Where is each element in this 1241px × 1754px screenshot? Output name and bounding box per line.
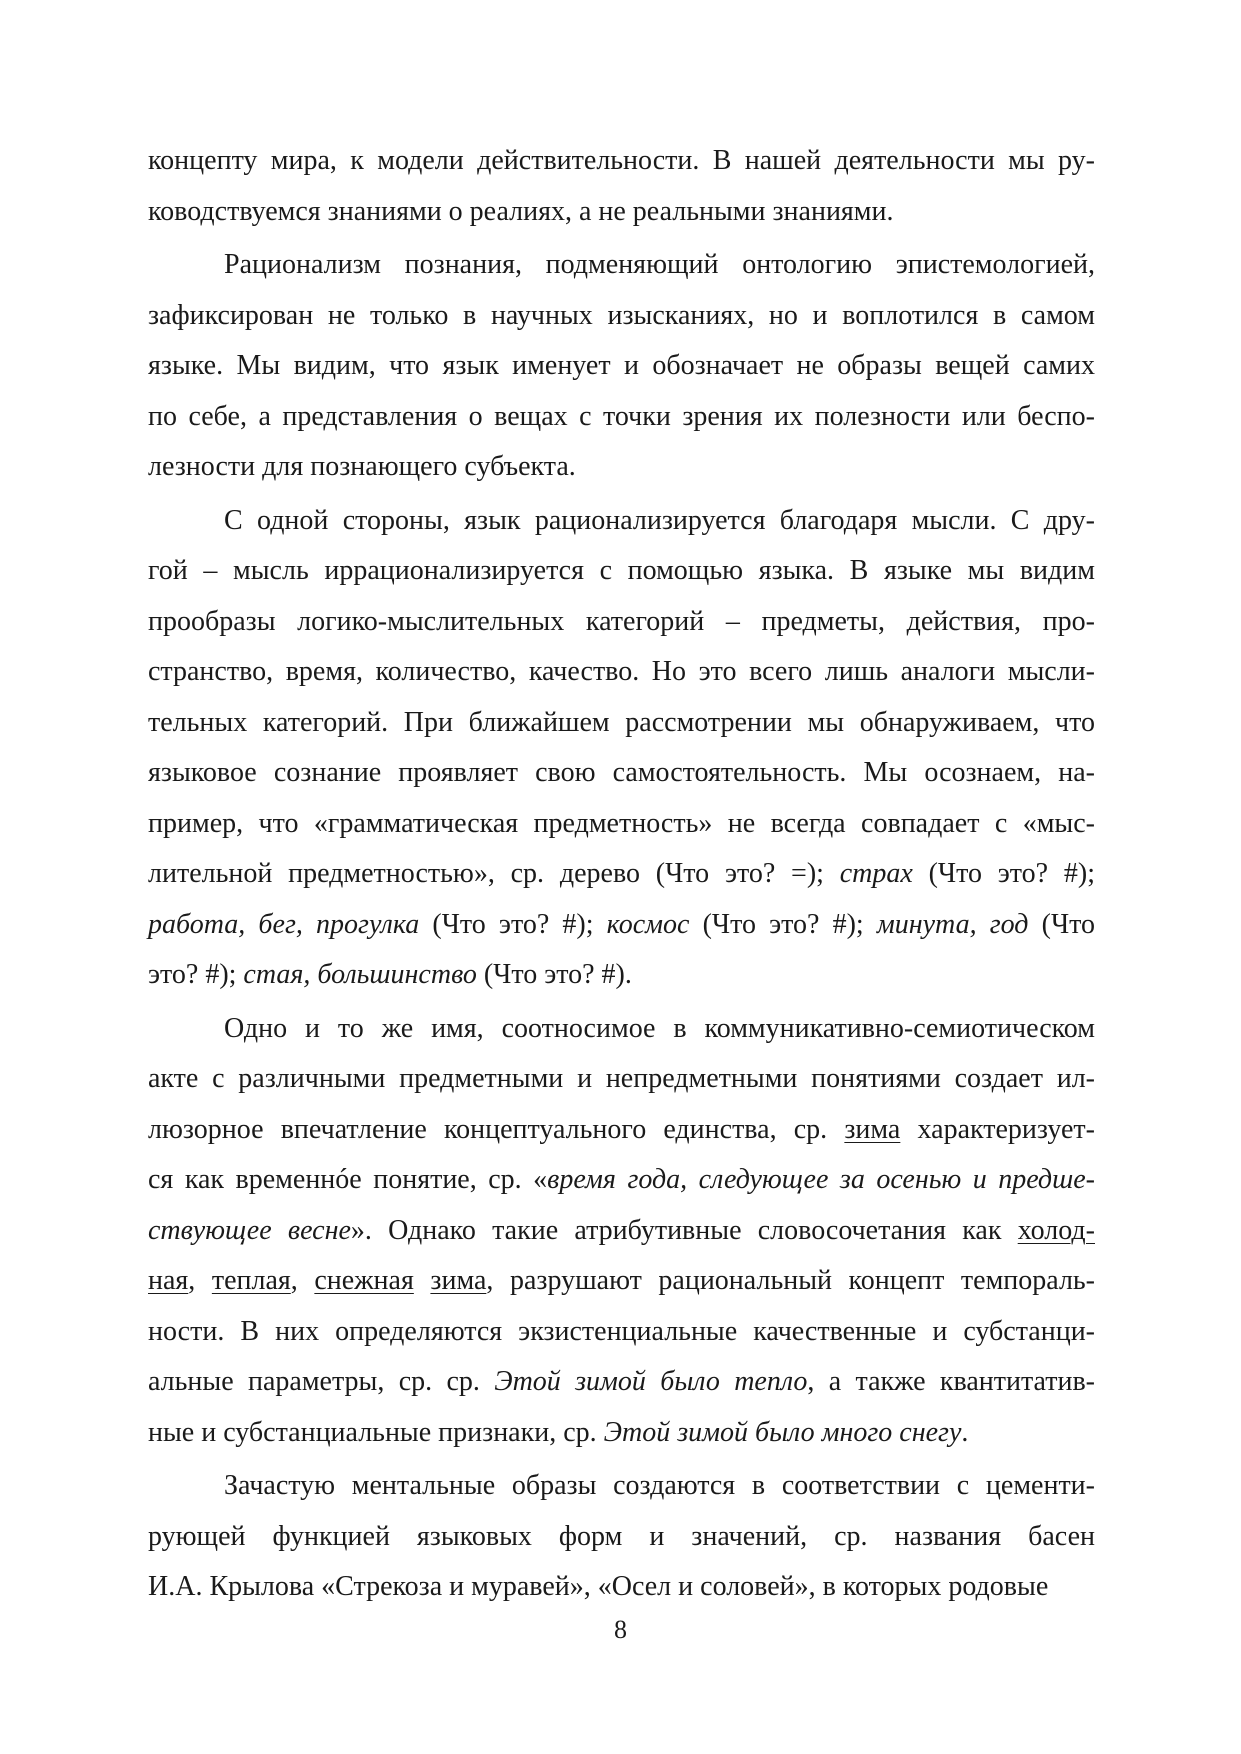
text-segment: Одно и то же имя, соотносимое в коммуникативно-семиотическом xyxy=(224,1012,1095,1044)
text-segment: Зачастую ментальные образы создаются в соответствии с цементи- xyxy=(224,1470,1095,1501)
text-segment: ности. В них определяются экзистенциальные качественные и субстанци- xyxy=(148,1315,1095,1347)
text-segment: (Что это? #); xyxy=(419,908,607,940)
text-line xyxy=(148,136,1095,187)
text-segment: ководствуемся знаниями о реалиях, а не реальными знаниями. xyxy=(148,195,894,227)
text-line xyxy=(148,1512,1095,1563)
text-segment: лезности для познающего субъекта. xyxy=(148,451,576,482)
text-line xyxy=(148,1105,1095,1156)
text-segment: (Что это? #). xyxy=(476,959,632,990)
italic-phrase: время года, следующее за осенью и предше- xyxy=(547,1164,1095,1195)
italic-phrase: Этой зимой было много снегу xyxy=(603,1416,962,1448)
page-number: 8 xyxy=(614,1615,627,1644)
text-line xyxy=(148,1004,1095,1055)
underlined-word: теплая xyxy=(211,1265,291,1296)
text-line xyxy=(148,1562,1095,1613)
text-line xyxy=(148,496,1095,547)
text-segment: С одной стороны, язык рационализируется благодаря мысли. С дру- xyxy=(224,504,1095,536)
text-segment: люзорное впечатление концептуального единства, ср. xyxy=(148,1113,845,1145)
text-segment: . xyxy=(961,1416,969,1448)
text-line xyxy=(148,647,1095,698)
text-segment: языке. Мы видим, что язык именует и обозначает не образы вещей самих xyxy=(148,350,1095,381)
underlined-word: снежная xyxy=(314,1265,414,1296)
text-segment: ». Однако такие атрибутивные словосочетания как xyxy=(350,1214,1018,1246)
text-segment: , xyxy=(188,1265,212,1296)
text-segment: акте с различными предметными и непредметными понятиями создает ил- xyxy=(148,1063,1095,1094)
text-segment: по себе, а представления о вещах с точки зрения их полезности или беспо- xyxy=(148,400,1095,432)
text-line xyxy=(148,187,1095,238)
text-segment: характеризует- xyxy=(900,1113,1095,1145)
text-segment: ные и субстанциальные признаки, ср. xyxy=(148,1416,604,1448)
text-line xyxy=(148,1054,1095,1105)
text-segment: лительной предметностью», ср. дерево (Что это? =); xyxy=(148,858,840,889)
text-line xyxy=(148,1461,1095,1512)
text-line xyxy=(148,341,1095,392)
text-line xyxy=(148,240,1095,291)
text-segment: тельных категорий. При ближайшем рассмотрении мы обнаруживаем, что xyxy=(148,706,1095,738)
italic-phrase: ствующее весне xyxy=(148,1214,351,1246)
italic-phrase: работа, бег, прогулка xyxy=(148,908,420,940)
text-line xyxy=(148,1206,1095,1257)
underlined-word: зима xyxy=(844,1113,901,1145)
text-segment: странство, время, количество, качество. Но это всего лишь аналоги мысли- xyxy=(148,656,1095,687)
text-segment: зафиксирован не только в научных изысканиях, но и воплотился в самом xyxy=(148,299,1095,331)
text-line xyxy=(148,799,1095,850)
text-line xyxy=(148,392,1095,443)
text-segment: Рационализм познания, подменяющий онтологию эпистемологией, xyxy=(224,249,1095,280)
text-line xyxy=(148,546,1095,597)
body-text xyxy=(148,136,1095,1613)
italic-phrase: космос xyxy=(606,908,690,940)
underlined-word: зима xyxy=(430,1265,487,1296)
underlined-word: ная xyxy=(148,1265,189,1296)
text-segment: языковое сознание проявляет свою самостоятельность. Мы осознаем, на- xyxy=(148,757,1095,788)
text-segment: пример, что «грамматическая предметность» не всегда совпадает с «мыс- xyxy=(148,807,1095,839)
italic-phrase: страх xyxy=(839,858,913,889)
italic-phrase: Этой зимой было тепло xyxy=(494,1366,808,1397)
text-segment: гой – мысль иррационализируется с помощью языка. В языке мы видим xyxy=(148,555,1095,586)
text-segment: это? #); xyxy=(148,959,244,990)
text-line xyxy=(148,748,1095,799)
italic-phrase: минута, год xyxy=(876,908,1029,940)
text-line xyxy=(148,442,1095,493)
text-line xyxy=(148,1155,1095,1206)
text-segment: (Что xyxy=(1028,908,1096,940)
text-segment: альные параметры, ср. ср. xyxy=(148,1366,495,1397)
text-line xyxy=(148,900,1095,951)
text-segment xyxy=(414,1265,431,1296)
text-segment: рующей функцией языковых форм и значений, ср. названия басен xyxy=(148,1520,1095,1552)
text-segment: (Что это? #); xyxy=(689,908,877,940)
text-segment: , разрушают рациональный концепт темпораль- xyxy=(486,1265,1096,1296)
text-line xyxy=(148,1256,1095,1307)
text-line xyxy=(148,698,1095,749)
text-segment: концепту мира, к модели действительности. В нашей деятельности мы ру- xyxy=(148,145,1095,176)
text-line xyxy=(148,1307,1095,1358)
text-line xyxy=(148,1357,1095,1408)
text-line xyxy=(148,291,1095,342)
italic-phrase: стая, большинство xyxy=(243,959,477,990)
text-segment: , xyxy=(290,1265,315,1296)
text-segment: (Что это? #); xyxy=(912,858,1095,889)
text-line xyxy=(148,597,1095,648)
text-segment: ся как временнóе понятие, ср. « xyxy=(148,1164,548,1195)
text-segment: прообразы логико-мыслительных категорий – предметы, действия, про- xyxy=(148,605,1095,637)
text-line xyxy=(148,1408,1095,1459)
text-line xyxy=(148,950,1095,1001)
text-segment: , а также квантитатив- xyxy=(807,1366,1095,1397)
underlined-word: холод- xyxy=(1017,1214,1095,1246)
text-line xyxy=(148,849,1095,900)
text-segment: И.А. Крылова «Стрекоза и муравей», «Осел и соловей», в которых родовые xyxy=(148,1571,1049,1602)
